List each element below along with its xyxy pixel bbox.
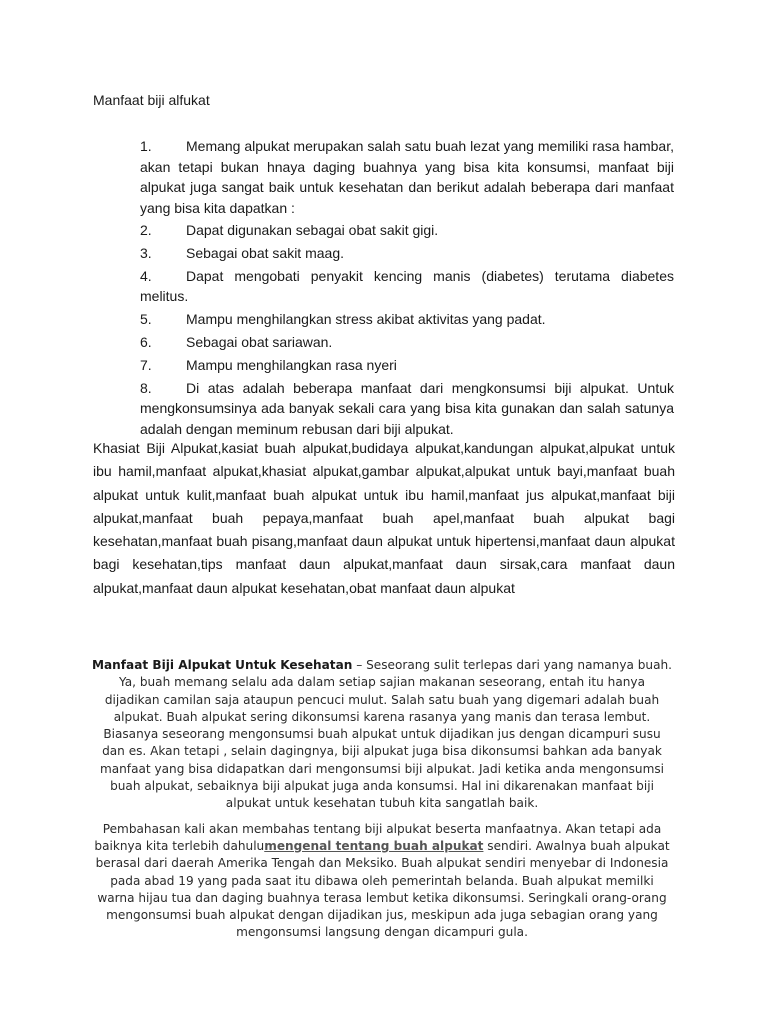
list-text: Mampu menghilangkan rasa nyeri (186, 356, 397, 373)
list-number: 3. (140, 245, 152, 262)
article-text: Pembahasan kali akan membahas tentang biji alpukat beserta manfaatnya. Akan tetapi ada baiknya kita terlebih dahulu (94, 821, 662, 853)
list-text: Sebagai obat sariawan. (186, 333, 333, 350)
article-paragraph-2 (91, 821, 673, 942)
document-title: Manfaat biji alfukat (93, 92, 210, 108)
list-number: 2. (140, 222, 152, 239)
article-paragraph-1 (91, 657, 673, 813)
list-item (140, 332, 674, 353)
article-dash: – (352, 658, 367, 672)
list-text: Di atas adalah beberapa manfaat dari mengkonsumsi biji alpukat. Untuk mengkonsumsinya ada banyak sekali cara yang bisa kita gunakan dan salah satunya adalah dengan meminum rebusan dari biji alpukat. (140, 379, 674, 437)
list-item (140, 266, 674, 307)
list-item (140, 355, 674, 376)
keywords-paragraph: Khasiat Biji Alpukat,kasiat buah alpukat,budidaya alpukat,kandungan alpukat,alpukat untuk ibu hamil,manfaat alpukat,khasiat alpukat,gambar alpukat,alpukat untuk bayi,manfaat buah alpukat untuk kulit,manfaat buah alpukat untuk ibu hamil,manfaat jus alpukat,manfaat biji alpukat,manfaat buah pepaya,manfaat buah apel,manfaat buah alpukat bagi kesehatan,manfaat buah pisang,manfaat daun alpukat untuk hipertensi,manfaat daun alpukat bagi kesehatan,tips manfaat daun alpukat,manfaat daun sirsak,cara manfaat daun alpukat,manfaat daun alpukat kesehatan,obat manfaat daun alpukat (93, 440, 675, 596)
list-number: 8. (140, 379, 152, 396)
list-number: 6. (140, 333, 152, 350)
list-text: Sebagai obat sakit maag. (186, 245, 344, 262)
list-item (140, 309, 674, 330)
article-section (91, 657, 673, 942)
list-number: 5. (140, 311, 152, 328)
list-item (140, 220, 674, 241)
list-text: Dapat digunakan sebagai obat sakit gigi. (186, 222, 439, 239)
list-number: 7. (140, 356, 152, 373)
list-item (140, 378, 674, 440)
list-number: 1. (140, 138, 152, 154)
article-heading: Manfaat Biji Alpukat Untuk Kesehatan (91, 658, 353, 672)
list-text: Dapat mengobati penyakit kencing manis (diabetes) terutama diabetes melitus. (140, 267, 674, 305)
benefits-list (140, 136, 674, 441)
list-text: Mampu menghilangkan stress akibat aktivitas yang padat. (186, 311, 546, 328)
list-item (140, 243, 674, 264)
list-number: 4. (140, 267, 152, 284)
article-text: sendiri. Awalnya buah alpukat berasal dari daerah Amerika Tengah dan Meksiko. Buah alpukat sendiri menyebar di Indonesia pada abad 19 yang pada saat itu dibawa oleh pemerintah belanda. Buah alpukat memilki warna hijau tua dan daging buahnya terasa lembut ketika dikonsumsi. Seringkali orang-orang mengonsumsi buah alpukat dengan dijadikan jus, meskipun ada juga sebagian orang yang mengonsumsi langsung dengan dicampuri gula. (95, 838, 670, 940)
buah-alpukat-link[interactable]: mengenal tentang buah alpukat (264, 838, 484, 853)
list-text: Memang alpukat merupakan salah satu buah lezat yang memiliki rasa hambar, akan tetapi bukan hnaya daging buahnya yang bisa kita konsumsi, manfaat biji alpukat juga sangat baik untuk kesehatan dan berikut adalah beberapa dari manfaat yang bisa kita dapatkan : (140, 138, 674, 216)
article-text: Seseorang sulit terlepas dari yang namanya buah. Ya, buah memang selalu ada dalam setiap sajian makanan seseorang, entah itu hanya dijadikan camilan saja ataupun pencuci mulut. Salah satu buah yang digemari adalah buah alpukat. Buah alpukat sering dikonsumsi karena rasanya yang manis dan terasa lembut. Biasanya seseorang mengonsumsi buah alpukat untuk dijadikan jus dengan dicampuri susu dan es. Akan tetapi , selain dagingnya, biji alpukat juga bisa dikonsumsi bahkan ada banyak manfaat yang bisa didapatkan dari mengonsumsi biji alpukat. Jadi ketika anda mengonsumsi buah alpukat, sebaiknya biji alpukat juga anda konsumsi. Hal ini dikarenakan manfaat biji alpukat untuk kesehatan tubuh kita sangatlah baik. (99, 658, 673, 811)
list-item (140, 136, 674, 218)
